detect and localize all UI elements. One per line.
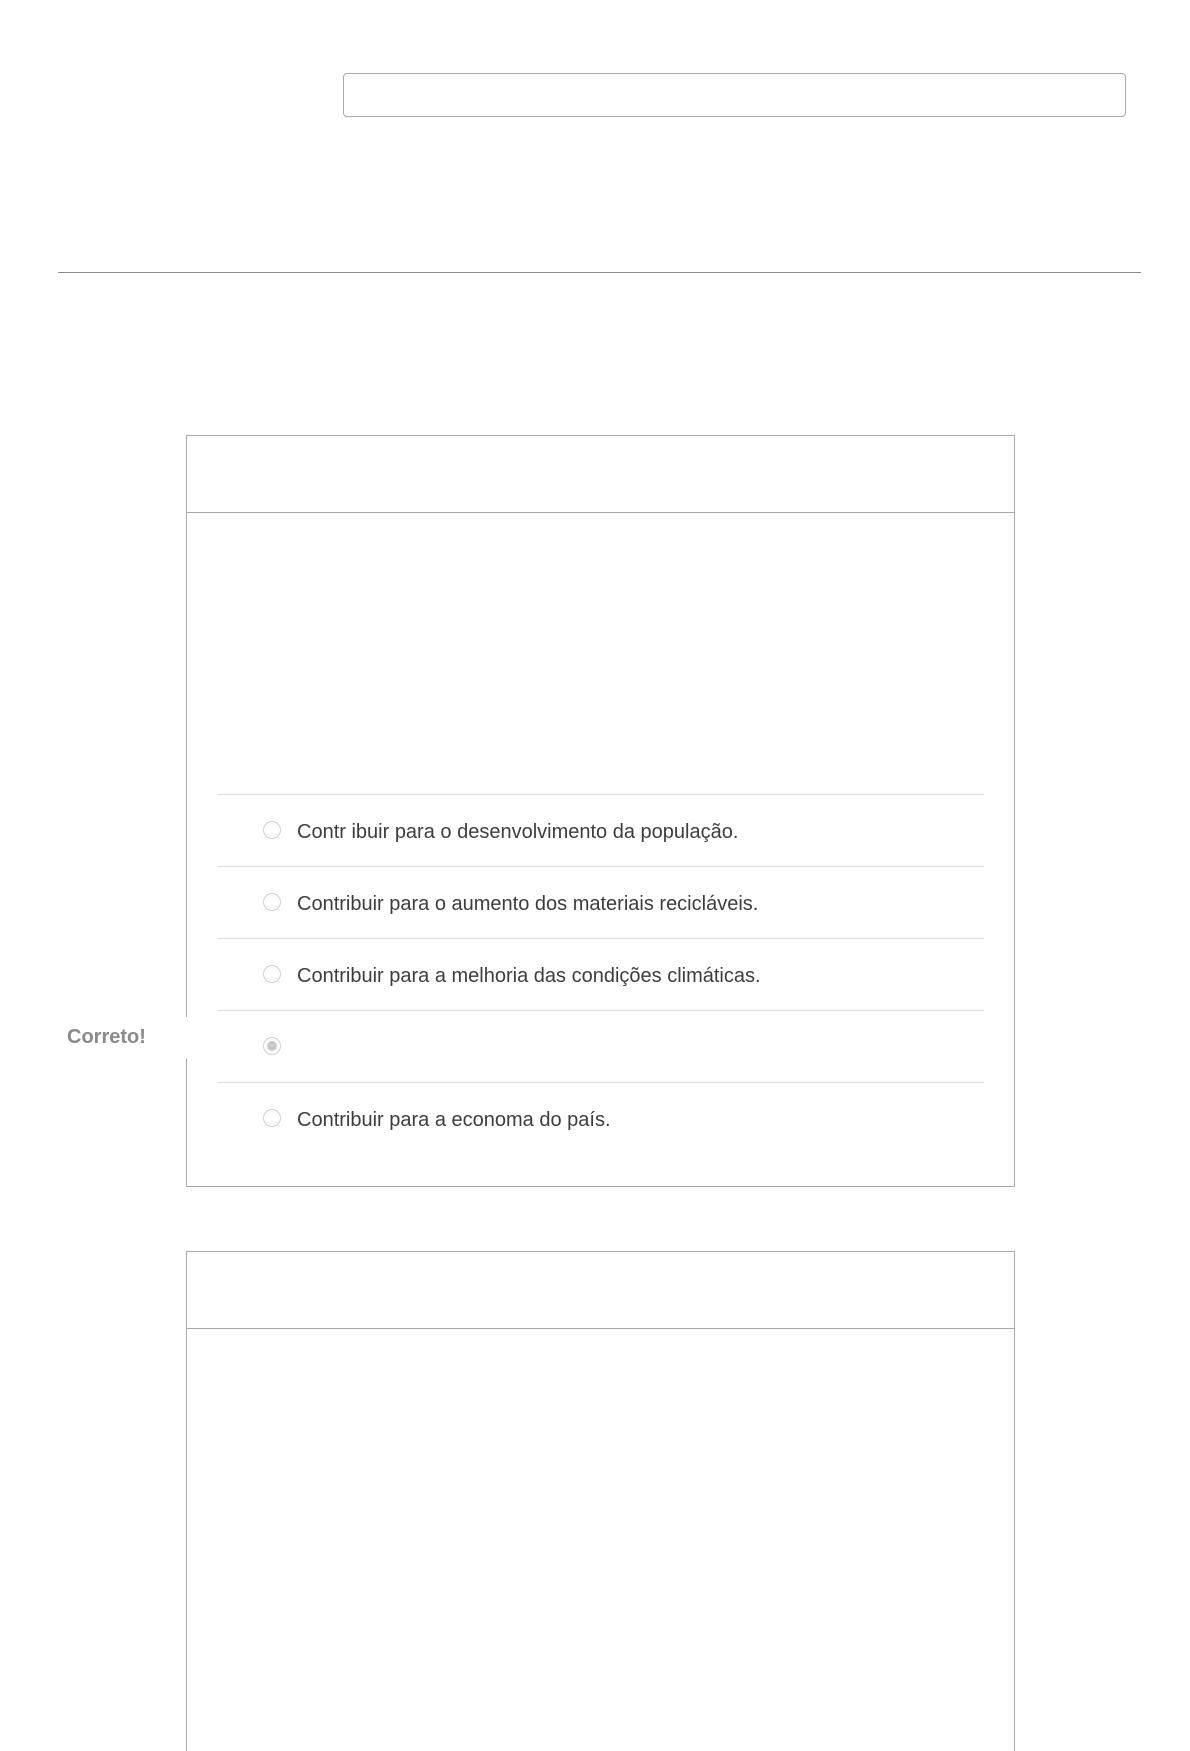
- answer-label: Contribuir para a melhoria das condições climáticas.: [297, 965, 761, 987]
- correct-marker-gap: [184, 1017, 189, 1059]
- answer-option-selected[interactable]: [218, 1010, 984, 1082]
- answer-option[interactable]: [218, 938, 984, 1010]
- answer-input-field[interactable]: [343, 73, 1126, 117]
- correct-answer-label: Correto!: [67, 1026, 146, 1048]
- radio-button[interactable]: [263, 1109, 281, 1127]
- answer-label: Contr ibuir para o desenvolvimento da população.: [297, 821, 739, 843]
- section-divider: [58, 272, 1141, 273]
- answer-label: Contribuir para a economa do país.: [297, 1109, 611, 1131]
- radio-button[interactable]: [263, 965, 281, 983]
- question-card: [186, 1251, 1015, 1751]
- radio-button[interactable]: [263, 893, 281, 911]
- radio-button-selected[interactable]: [263, 1037, 281, 1055]
- question-header: [187, 1252, 1014, 1329]
- answer-option[interactable]: [218, 866, 984, 938]
- answer-list: [218, 794, 984, 1154]
- question-card: [186, 435, 1015, 1187]
- question-header: [187, 436, 1014, 513]
- answer-label: Contribuir para o aumento dos materiais recicláveis.: [297, 893, 759, 915]
- answer-option[interactable]: [218, 794, 984, 866]
- answer-option[interactable]: [218, 1082, 984, 1154]
- radio-button[interactable]: [263, 821, 281, 839]
